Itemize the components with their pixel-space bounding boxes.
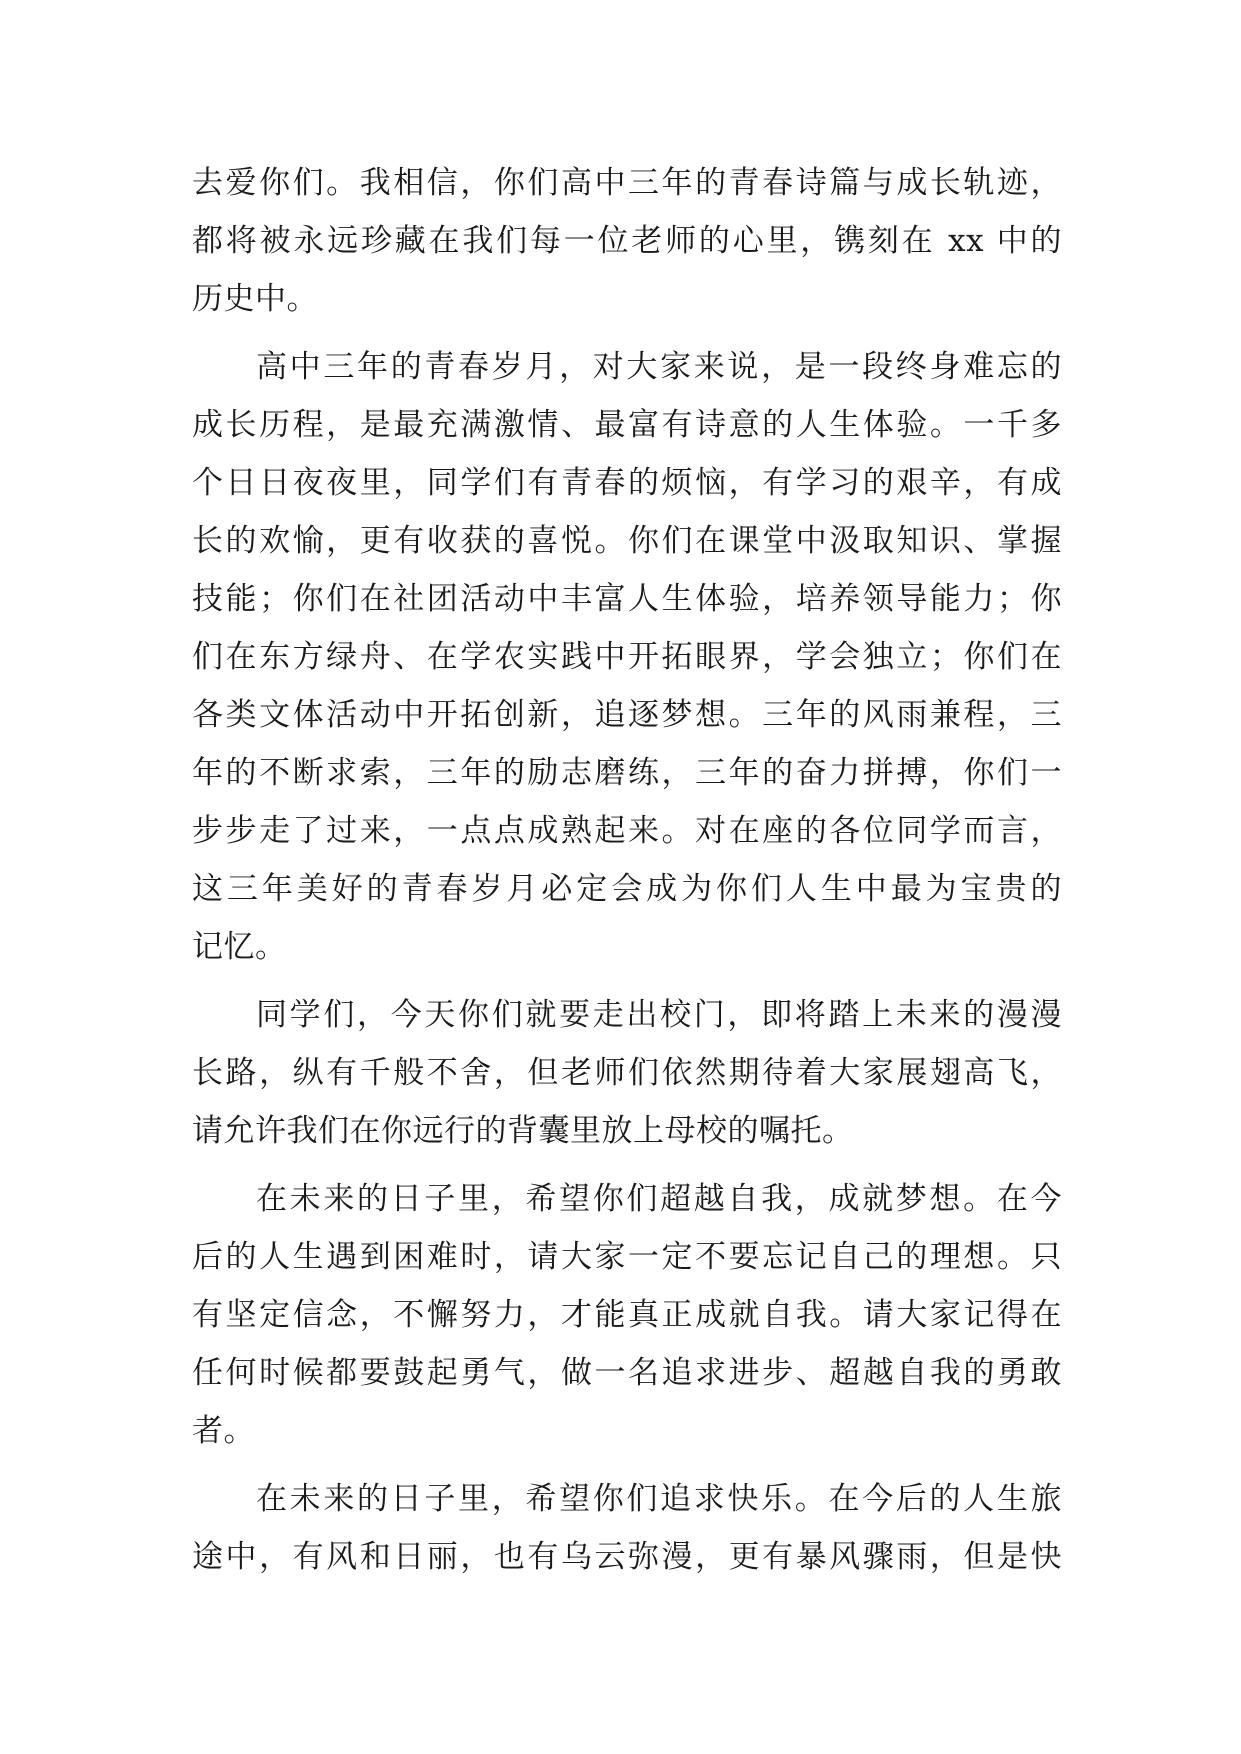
paragraph	[192, 986, 1062, 1160]
text-line: 途中，有风和日丽，也有乌云弥漫，更有暴风骤雨，但是快	[192, 1539, 1062, 1575]
text-line: 任何时候都要鼓起勇气，做一名追求进步、超越自我的勇敢	[192, 1355, 1062, 1391]
text-line: 们在东方绿舟、在学农实践中开拓眼界，学会独立；你们在	[192, 639, 1062, 675]
text-line: 记忆。	[192, 929, 287, 965]
text-line: 这三年美好的青春岁月必定会成为你们人生中最为宝贵的	[192, 871, 1062, 907]
text-line: 在未来的日子里，希望你们追求快乐。在今后的人生旅	[256, 1481, 1062, 1517]
text-line: 者。	[192, 1413, 255, 1449]
text-line: 历史中。	[192, 281, 318, 317]
text-line: 有坚定信念，不懈努力，才能真正成就自我。请大家记得在	[192, 1297, 1062, 1333]
text-line: 后的人生遇到困难时，请大家一定不要忘记自己的理想。只	[192, 1239, 1062, 1275]
text-line: 步步走了过来，一点点成熟起来。对在座的各位同学而言，	[192, 813, 1062, 849]
text-line: 请允许我们在你远行的背囊里放上母校的嘱托。	[192, 1113, 854, 1149]
paragraph	[192, 1170, 1062, 1460]
text-line: 技能；你们在社团活动中丰富人生体验，培养领导能力；你	[192, 581, 1062, 617]
paragraph	[192, 154, 1062, 328]
text-line: 长的欢愉，更有收获的喜悦。你们在课堂中汲取知识、掌握	[192, 523, 1062, 559]
text-line: 年的不断求索，三年的励志磨练，三年的奋力拼搏，你们一	[192, 755, 1062, 791]
text-line: 高中三年的青春岁月，对大家来说，是一段终身难忘的	[256, 349, 1062, 385]
document-body	[192, 154, 1062, 1596]
text-line: 去爱你们。我相信，你们高中三年的青春诗篇与成长轨迹，	[192, 165, 1062, 201]
paragraph	[192, 1470, 1062, 1586]
text-line: 同学们，今天你们就要走出校门，即将踏上未来的漫漫	[256, 997, 1062, 1033]
text-line: 个日日夜夜里，同学们有青春的烦恼，有学习的艰辛，有成	[192, 465, 1062, 501]
text-line: 都将被永远珍藏在我们每一位老师的心里，镌刻在 xx 中的	[192, 223, 1062, 259]
text-line: 在未来的日子里，希望你们超越自我，成就梦想。在今	[256, 1181, 1062, 1217]
text-line: 各类文体活动中开拓创新，追逐梦想。三年的风雨兼程，三	[192, 697, 1062, 733]
text-line: 长路，纵有千般不舍，但老师们依然期待着大家展翅高飞，	[192, 1055, 1062, 1091]
paragraph	[192, 338, 1062, 976]
text-line: 成长历程，是最充满激情、最富有诗意的人生体验。一千多	[192, 407, 1062, 443]
